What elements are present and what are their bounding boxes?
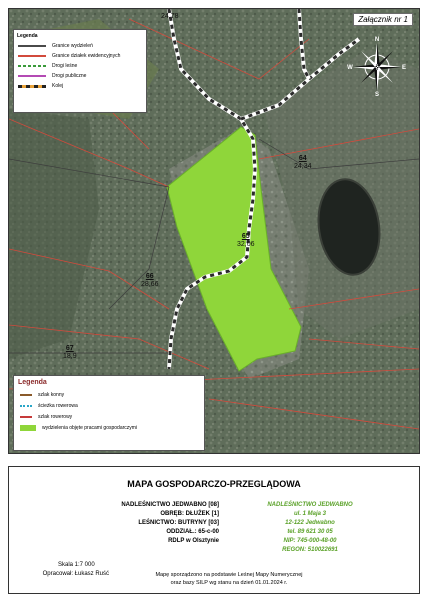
admin-info <box>69 501 219 546</box>
map-title: MAPA GOSPODARCZO-PRZEGLĄDOWA <box>127 479 301 489</box>
author-value: Łukasz Ruść <box>74 571 110 577</box>
note-line: oraz bazy SILP wg stanu na dzień 01.01.2024 r. <box>170 580 288 586</box>
contact-line: NADLEŚNICTWO JEDWABNO <box>267 502 353 508</box>
legend-top <box>13 29 147 113</box>
legend-top-label: Granice wydzieleń <box>52 43 93 49</box>
parcel-label[interactable] <box>294 155 312 171</box>
scale-block <box>33 561 109 579</box>
horse-trail-icon <box>20 394 32 396</box>
parcel-number: 67 <box>65 345 74 352</box>
legend-top-item <box>14 51 146 61</box>
legend-top-item <box>14 81 146 91</box>
parcel-label[interactable] <box>161 13 179 21</box>
parcel-label[interactable] <box>63 345 77 361</box>
info-panel <box>8 466 420 594</box>
bike-trail-icon <box>20 416 32 418</box>
note-line: Mapę sporządzono na podstawie Leśnej Mapy Numerycznej <box>155 572 303 578</box>
legend-bottom-item <box>14 422 204 433</box>
contact-line: NIP: 745-000-48-00 <box>283 538 337 544</box>
parcel-number: 64 <box>298 155 307 162</box>
parcel-label[interactable] <box>237 233 255 249</box>
legend-bottom-title: Legenda <box>18 379 47 386</box>
legend-bottom-item <box>14 389 204 400</box>
legend-bottom-label: wydzielenia objęte pracami gospodarczymi <box>42 424 138 431</box>
parcel-area: 24,78 <box>161 13 179 20</box>
legend-top-title: Legenda <box>17 33 38 39</box>
green-fill-icon <box>20 425 36 431</box>
compass-rose <box>347 33 407 97</box>
legend-top-item <box>14 71 146 81</box>
railway-swatch-icon <box>18 85 46 88</box>
parcel-area: 28,66 <box>141 281 159 288</box>
line-swatch-icon <box>18 65 46 67</box>
bike-path-icon <box>20 405 32 407</box>
contact-line: REGON: 510022691 <box>282 547 338 553</box>
line-swatch-icon <box>18 45 46 47</box>
author-label: Opracował: <box>42 571 73 577</box>
scale-label: Skala <box>57 562 73 568</box>
scale-value: 1:7 000 <box>74 562 95 568</box>
parcel-area: 18,9 <box>63 353 77 360</box>
parcel-area: 24,34 <box>294 163 312 170</box>
legend-top-label: Drogi publiczne <box>52 73 87 79</box>
legend-bottom-label: szlak rowerowy <box>38 413 73 420</box>
legend-bottom-item <box>14 400 204 411</box>
annex-label: Załącznik nr 1 <box>353 13 413 26</box>
source-note <box>99 571 359 587</box>
parcel-label[interactable] <box>141 273 159 289</box>
admin-line: NADLEŚNICTWO JEDWABNO [08] <box>121 502 219 508</box>
legend-top-item <box>14 41 146 51</box>
admin-line: ODDZIAŁ.: 65-c-00 <box>166 529 219 535</box>
parcel-area: 32,06 <box>237 241 255 248</box>
parcel-number: 65 <box>241 233 250 240</box>
line-swatch-icon <box>18 75 46 77</box>
line-swatch-icon <box>18 55 46 57</box>
legend-bottom <box>13 375 205 451</box>
contact-line: tel. 89 621 30 05 <box>287 529 333 535</box>
map-canvas[interactable] <box>8 8 420 454</box>
legend-bottom-item <box>14 411 204 422</box>
compass-s: S <box>374 92 380 97</box>
legend-top-label: Granice działek ewidencyjnych <box>52 53 121 59</box>
legend-top-item <box>14 61 146 71</box>
legend-bottom-label: szlak konny <box>38 391 65 398</box>
legend-bottom-label: ścieżka rowerowa <box>38 402 78 409</box>
admin-line: OBRĘB: DŁUŻEK [1] <box>160 511 219 517</box>
contact-line: ul. 1 Maja 3 <box>293 511 326 517</box>
parcel-number: 66 <box>145 273 154 280</box>
admin-line: LEŚNICTWO: BUTRYNY [03] <box>138 520 219 526</box>
contact-line: 12-122 Jedwabno <box>285 520 335 526</box>
compass-e: E <box>401 65 407 71</box>
compass-icon <box>347 33 407 97</box>
legend-top-label: Drogi leśne <box>52 63 78 69</box>
compass-w: W <box>347 65 353 71</box>
legend-top-label: Kolej <box>52 83 64 89</box>
contact-info <box>235 501 385 555</box>
compass-n: N <box>374 37 380 43</box>
admin-line: RDLP w Olsztynie <box>168 538 219 544</box>
